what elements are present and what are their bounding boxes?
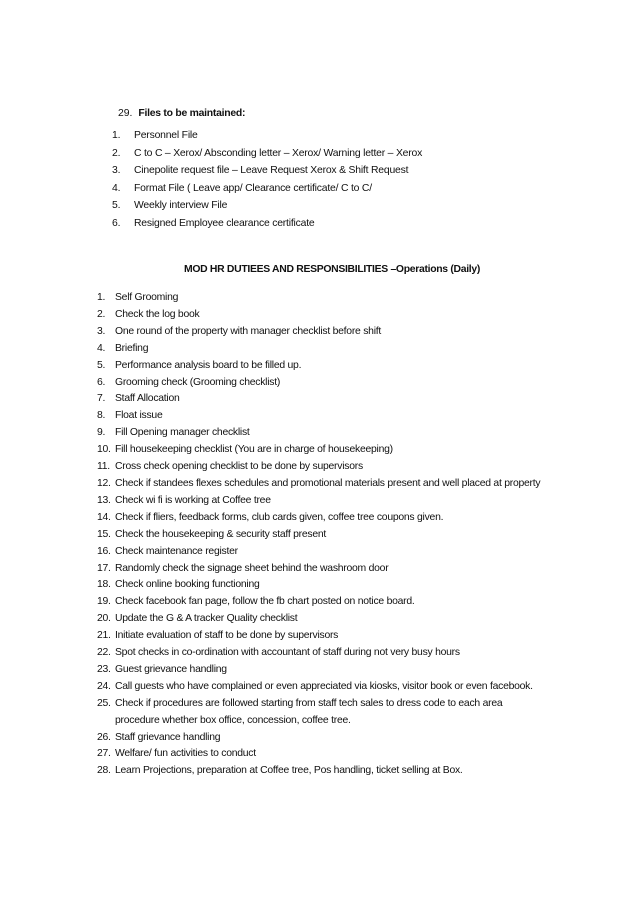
list-number: 14. [97,511,111,523]
list-text: Welfare/ fun activities to conduct [115,748,256,760]
list-text: Check wi fi is working at Coffee tree [115,494,271,506]
list-number: 8. [97,410,106,422]
duties-list [97,290,557,780]
list-number: 5. [112,200,121,212]
list-item [97,730,557,747]
list-item [97,527,557,544]
list-text: Update the G & A tracker Quality checklist [115,613,298,625]
list-item [97,375,557,392]
list-text: Check online booking functioning [115,579,260,591]
list-number: 12. [97,477,111,489]
files-section-title [118,108,245,119]
files-section-heading: Files to be maintained: [138,108,246,119]
list-number: 10. [97,444,111,456]
list-item [97,561,557,578]
list-number: 3. [112,165,121,177]
duties-heading [0,264,638,275]
list-number: 22. [97,647,111,659]
list-text: Randomly check the signage sheet behind the washroom door [115,562,389,574]
list-item [97,577,557,594]
list-text: Performance analysis board to be filled up. [115,359,302,371]
list-item [97,476,557,493]
list-text: Check if fliers, feedback forms, club cards given, coffee tree coupons given. [115,511,444,523]
list-text: Staff Allocation [115,393,180,405]
files-section-number: 29. [118,108,133,119]
list-text: Check the log book [115,308,200,320]
list-text: Briefing [115,342,149,354]
list-item [112,197,532,215]
list-item [97,442,557,459]
list-number: 2. [112,147,121,159]
list-number: 6. [97,376,106,388]
list-text: Check maintenance register [115,545,238,557]
list-item [97,611,557,628]
list-number: 2. [97,308,106,320]
list-item [97,324,557,341]
list-number: 15. [97,528,111,540]
list-item [112,145,532,163]
list-item [97,628,557,645]
list-number: 13. [97,494,111,506]
list-text: Fill housekeeping checklist (You are in charge of housekeeping) [115,444,393,456]
list-text: Self Grooming [115,292,179,303]
list-number: 1. [112,130,121,141]
list-number: 24. [97,680,111,692]
list-number: 18. [97,579,111,591]
list-item [97,594,557,611]
list-item [97,696,557,730]
list-item [97,459,557,476]
list-item [97,408,557,425]
list-text: Initiate evaluation of staff to be done by supervisors [115,630,339,642]
list-number: 25. [97,697,111,709]
list-number: 23. [97,663,111,675]
list-text: Format File ( Leave app/ Clearance certificate/ C to C/ [134,182,372,194]
list-item [97,425,557,442]
list-item [112,162,532,180]
list-text: Guest grievance handling [115,663,227,675]
list-item [97,493,557,510]
list-number: 27. [97,748,111,760]
list-item [112,127,532,145]
list-number: 7. [97,393,106,405]
list-text: Resigned Employee clearance certificate [134,217,315,229]
list-item [97,679,557,696]
list-number: 19. [97,596,111,608]
list-number: 1. [97,292,106,303]
list-item [112,215,532,233]
list-item [97,746,557,763]
list-item [97,510,557,527]
list-item [97,763,557,780]
list-item [97,341,557,358]
list-item [97,307,557,324]
files-list [112,127,532,233]
list-text: Cinepolite request file – Leave Request Xerox & Shift Request [134,165,409,177]
list-text: Personnel File [134,130,198,141]
list-number: 9. [97,427,106,439]
list-text: Call guests who have complained or even appreciated via kiosks, visitor book or even facebook. [115,680,533,692]
list-text: Cross check opening checklist to be done by supervisors [115,461,363,473]
list-text: One round of the property with manager checklist before shift [115,325,382,337]
list-number: 4. [97,342,106,354]
list-number: 5. [97,359,106,371]
list-number: 20. [97,613,111,625]
list-text: Check if standees flexes schedules and promotional materials present and well placed at property [115,477,541,489]
list-number: 6. [112,217,121,229]
list-text: Check facebook fan page, follow the fb chart posted on notice board. [115,596,415,608]
list-number: 21. [97,630,111,642]
list-text: Learn Projections, preparation at Coffee tree, Pos handling, ticket selling at Box. [115,765,463,777]
list-text: Grooming check (Grooming checklist) [115,376,281,388]
list-item [97,290,557,307]
list-item [97,544,557,561]
list-number: 28. [97,765,111,777]
list-text: Staff grievance handling [115,731,221,743]
list-text: C to C – Xerox/ Absconding letter – Xerox/ Warning letter – Xerox [134,147,423,159]
list-text: Weekly interview File [134,200,228,212]
list-text: Fill Opening manager checklist [115,427,250,439]
list-number: 4. [112,182,121,194]
list-text: Spot checks in co-ordination with accountant of staff during not very busy hours [115,647,460,659]
list-number: 11. [97,461,110,473]
list-number: 26. [97,731,111,743]
list-text: Check if procedures are followed starting from staff tech sales to dress code to each area procedure whether box office, concession, coffee tree. [115,697,503,726]
list-item [97,391,557,408]
list-item [112,180,532,198]
list-item [97,662,557,679]
list-item [97,645,557,662]
list-text: Float issue [115,410,163,422]
list-text: Check the housekeeping & security staff present [115,528,327,540]
list-item [97,358,557,375]
list-number: 17. [97,562,111,574]
list-number: 3. [97,325,106,337]
list-number: 16. [97,545,111,557]
duties-heading-text: MOD HR DUTIEES AND RESPONSIBILITIES –Operations (Daily) [183,264,481,275]
